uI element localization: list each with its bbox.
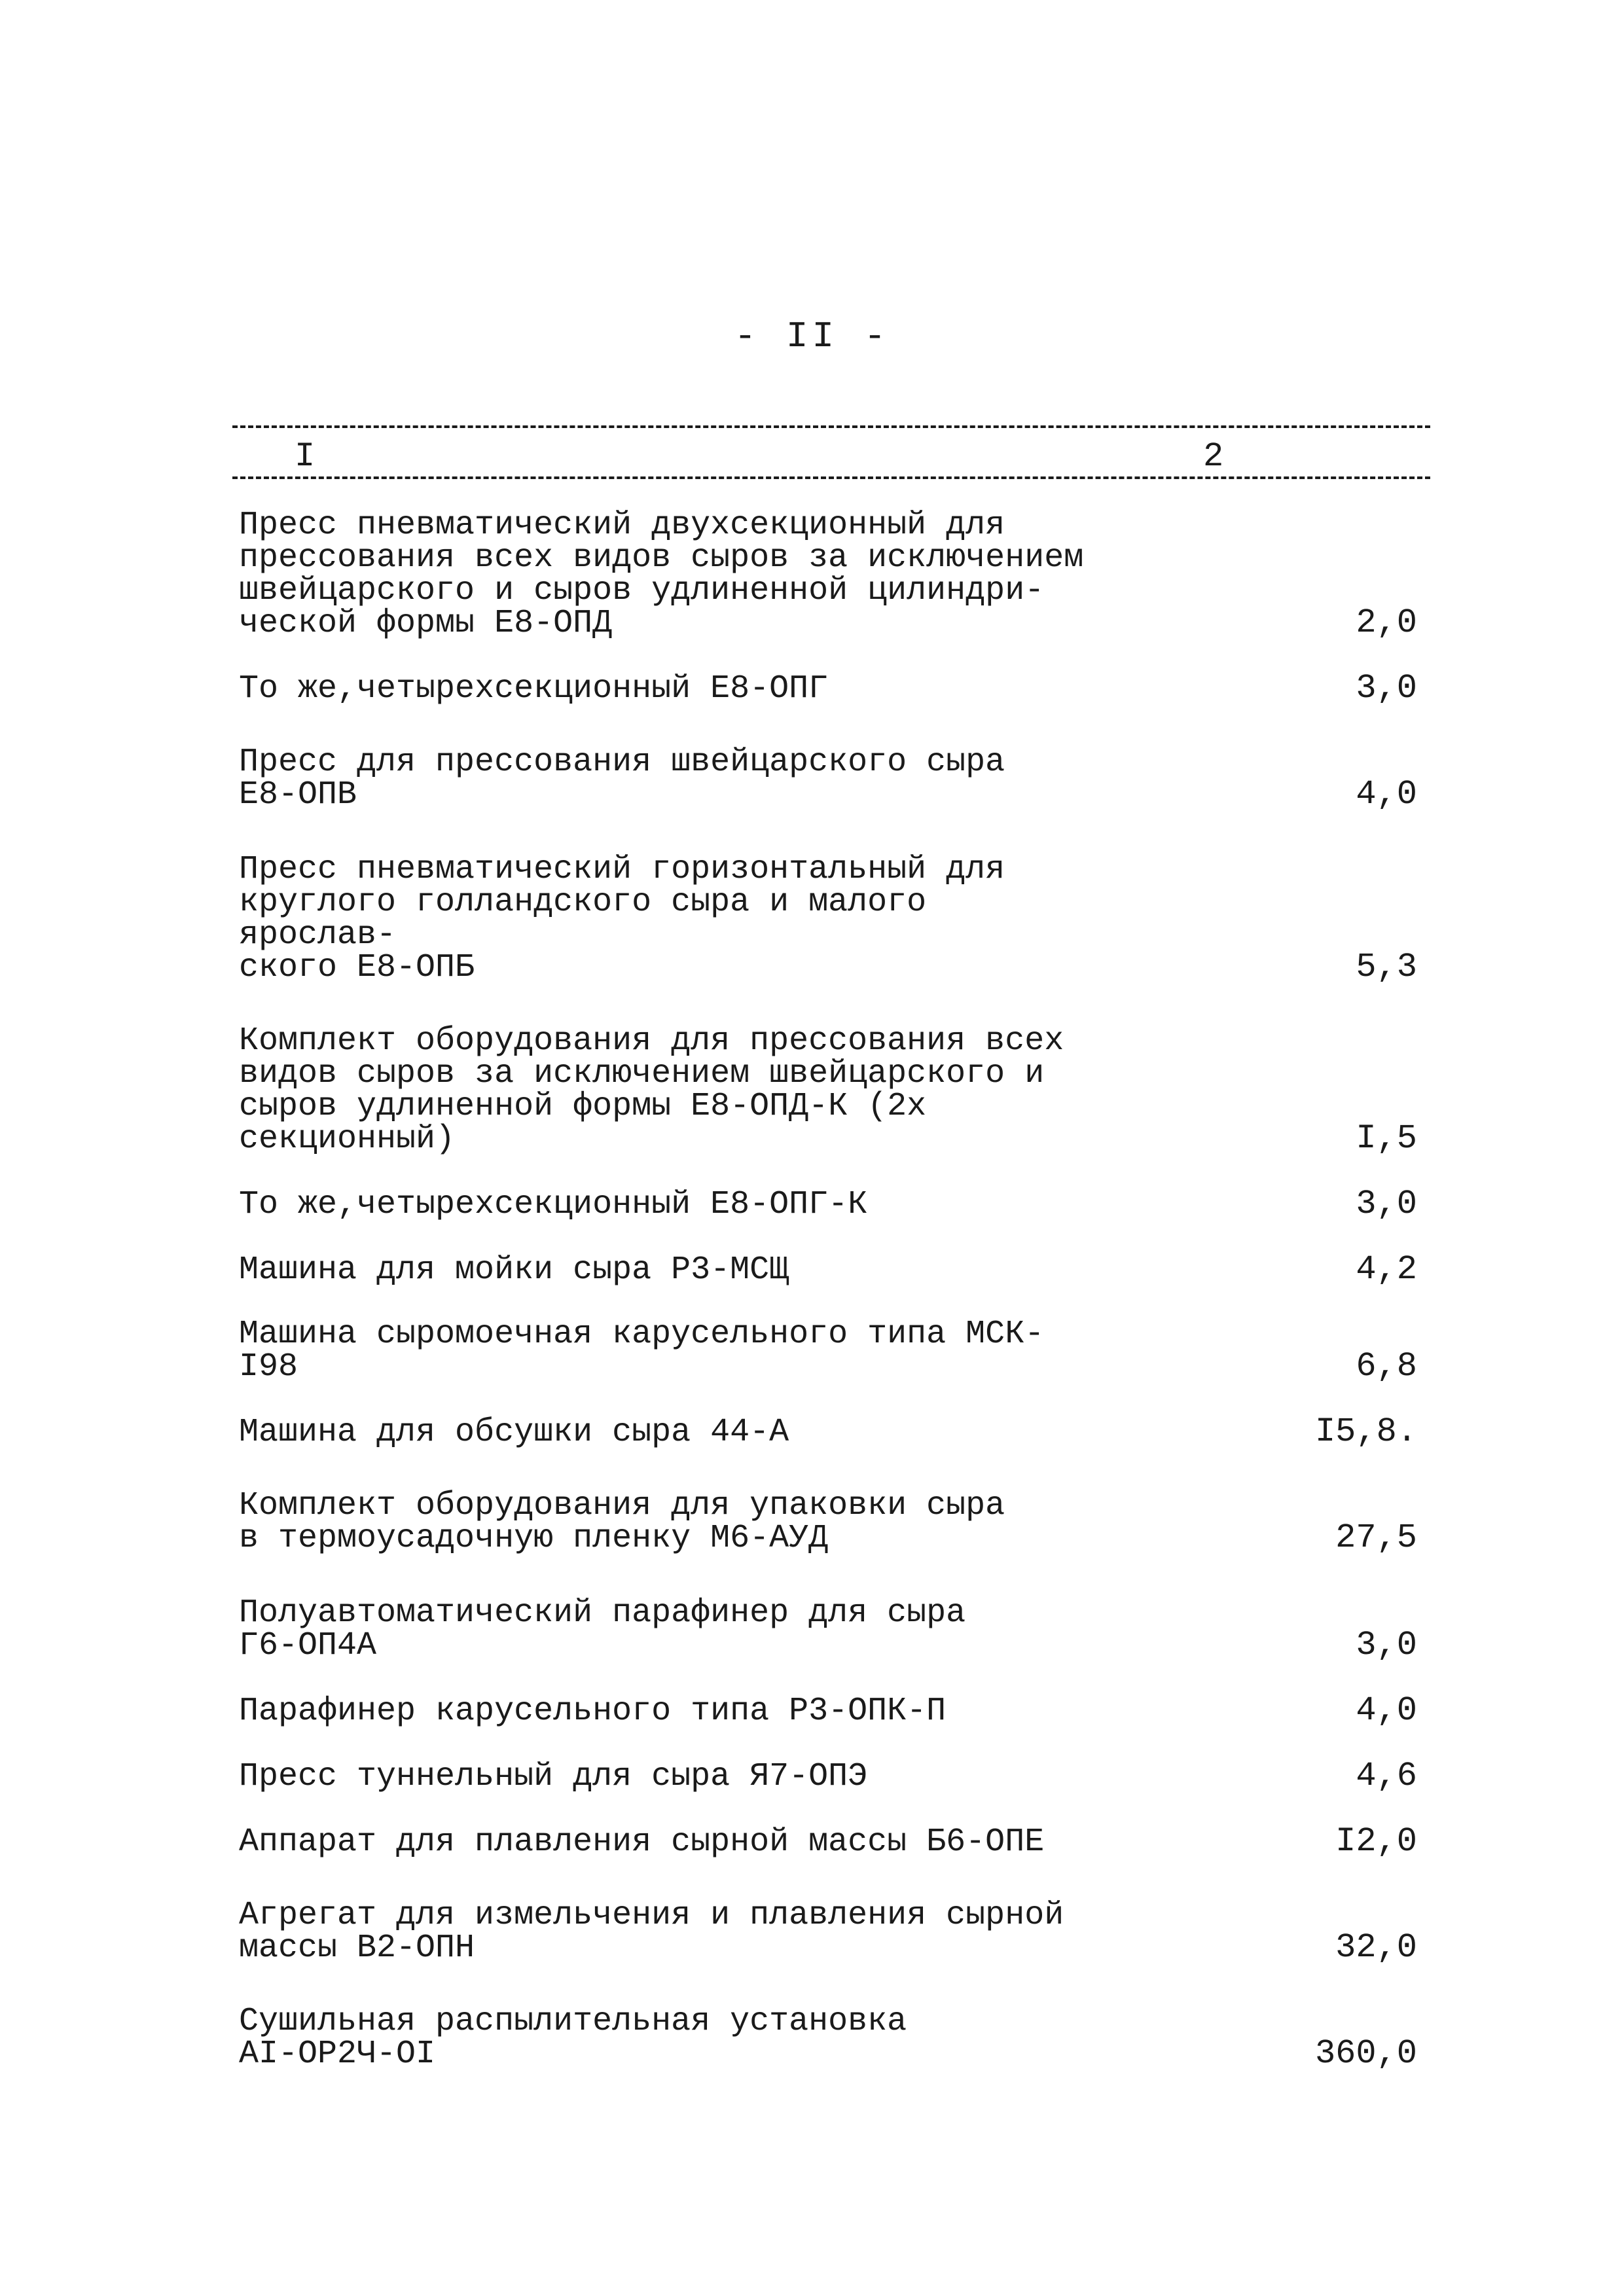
- equipment-value: 2,0: [1356, 603, 1417, 642]
- equipment-value: I5,8.: [1314, 1412, 1417, 1451]
- equipment-name: Агрегат для измельчения и плавления сырной массы В2-ОПН: [239, 1897, 1064, 1967]
- equipment-value: 4,2: [1356, 1250, 1417, 1289]
- equipment-name: Машина для обсушки сыра 44-А: [239, 1414, 789, 1451]
- equipment-value: 4,0: [1356, 775, 1417, 814]
- table-row: [239, 1187, 1417, 1221]
- equipment-name: Парафинер карусельного типа Р3-ОПК-П: [239, 1693, 947, 1730]
- table-top-rule: [232, 425, 1430, 428]
- equipment-value: 4,6: [1356, 1757, 1417, 1795]
- table-row: [239, 1318, 1417, 1384]
- equipment-name: То же,четырехсекционный Е8-ОПГ-К: [239, 1186, 868, 1223]
- equipment-value: I2,0: [1335, 1822, 1417, 1861]
- table-row: [239, 1759, 1417, 1793]
- table-header-rule: [232, 476, 1430, 479]
- table-row: [239, 1822, 1417, 1861]
- table-row: [239, 1022, 1417, 1158]
- table-row: [239, 746, 1417, 812]
- table-row: [239, 509, 1417, 640]
- equipment-name: Пресс для прессования швейцарского сыра Е8-ОПВ: [239, 744, 1005, 814]
- equipment-name: Сушильная распылительная установка АI-ОР2Ч-ОI: [239, 2003, 907, 2073]
- table-row: [239, 1691, 1417, 1730]
- equipment-name: Аппарат для плавления сырной массы Б6-ОПЕ: [239, 1823, 1045, 1861]
- equipment-list: [239, 509, 1417, 2071]
- column-header-2: 2: [1203, 437, 1224, 476]
- page-number: - II -: [734, 315, 890, 357]
- equipment-name: Машина сыромоечная карусельного типа МСК-I98: [239, 1316, 1045, 1386]
- equipment-value: 360,0: [1314, 2034, 1417, 2073]
- equipment-value: 27,5: [1335, 1518, 1417, 1557]
- equipment-value: 3,0: [1356, 1185, 1417, 1223]
- table-row: [239, 1412, 1417, 1451]
- equipment-name: Машина для мойки сыра Р3-МСЩ: [239, 1251, 789, 1289]
- equipment-name: Пресс пневматический горизонтальный для круглого голландского сыра и малого ярослав- ского Е8-ОПБ: [239, 851, 1005, 986]
- equipment-name: Полуавтоматический парафинер для сыра Г6-ОП4А: [239, 1594, 966, 1664]
- equipment-name: Комплект оборудования для упаковки сыра в термоусадочную пленку М6-АУД: [239, 1487, 1005, 1557]
- equipment-value: 6,8: [1356, 1347, 1417, 1386]
- equipment-name: То же,четырехсекционный Е8-ОПГ: [239, 670, 829, 708]
- equipment-value: 3,0: [1356, 1626, 1417, 1664]
- column-header-1: I: [295, 437, 316, 476]
- equipment-value: 5,3: [1356, 948, 1417, 986]
- table-row: [239, 2005, 1417, 2071]
- table-row: [239, 669, 1417, 708]
- equipment-name: Пресс туннельный для сыра Я7-ОПЭ: [239, 1758, 868, 1795]
- equipment-name: Пресс пневматический двухсекционный для прессования всех видов сыров за исключением швейцарского и сыров удлиненной цилиндри- ческой формы Е8-ОПД: [239, 507, 1084, 642]
- equipment-value: I,5: [1356, 1119, 1417, 1158]
- table-row: [239, 1487, 1417, 1557]
- equipment-name: Комплект оборудования для прессования всех видов сыров за исключением швейцарского и сыров удлиненной формы Е8-ОПД-К (2х секционный): [239, 1022, 1064, 1158]
- table-row: [239, 853, 1417, 984]
- equipment-value: 3,0: [1356, 669, 1417, 708]
- table-row: [239, 1899, 1417, 1965]
- table-row: [239, 1250, 1417, 1289]
- equipment-value: 32,0: [1335, 1928, 1417, 1967]
- table-row: [239, 1594, 1417, 1664]
- equipment-value: 4,0: [1356, 1691, 1417, 1730]
